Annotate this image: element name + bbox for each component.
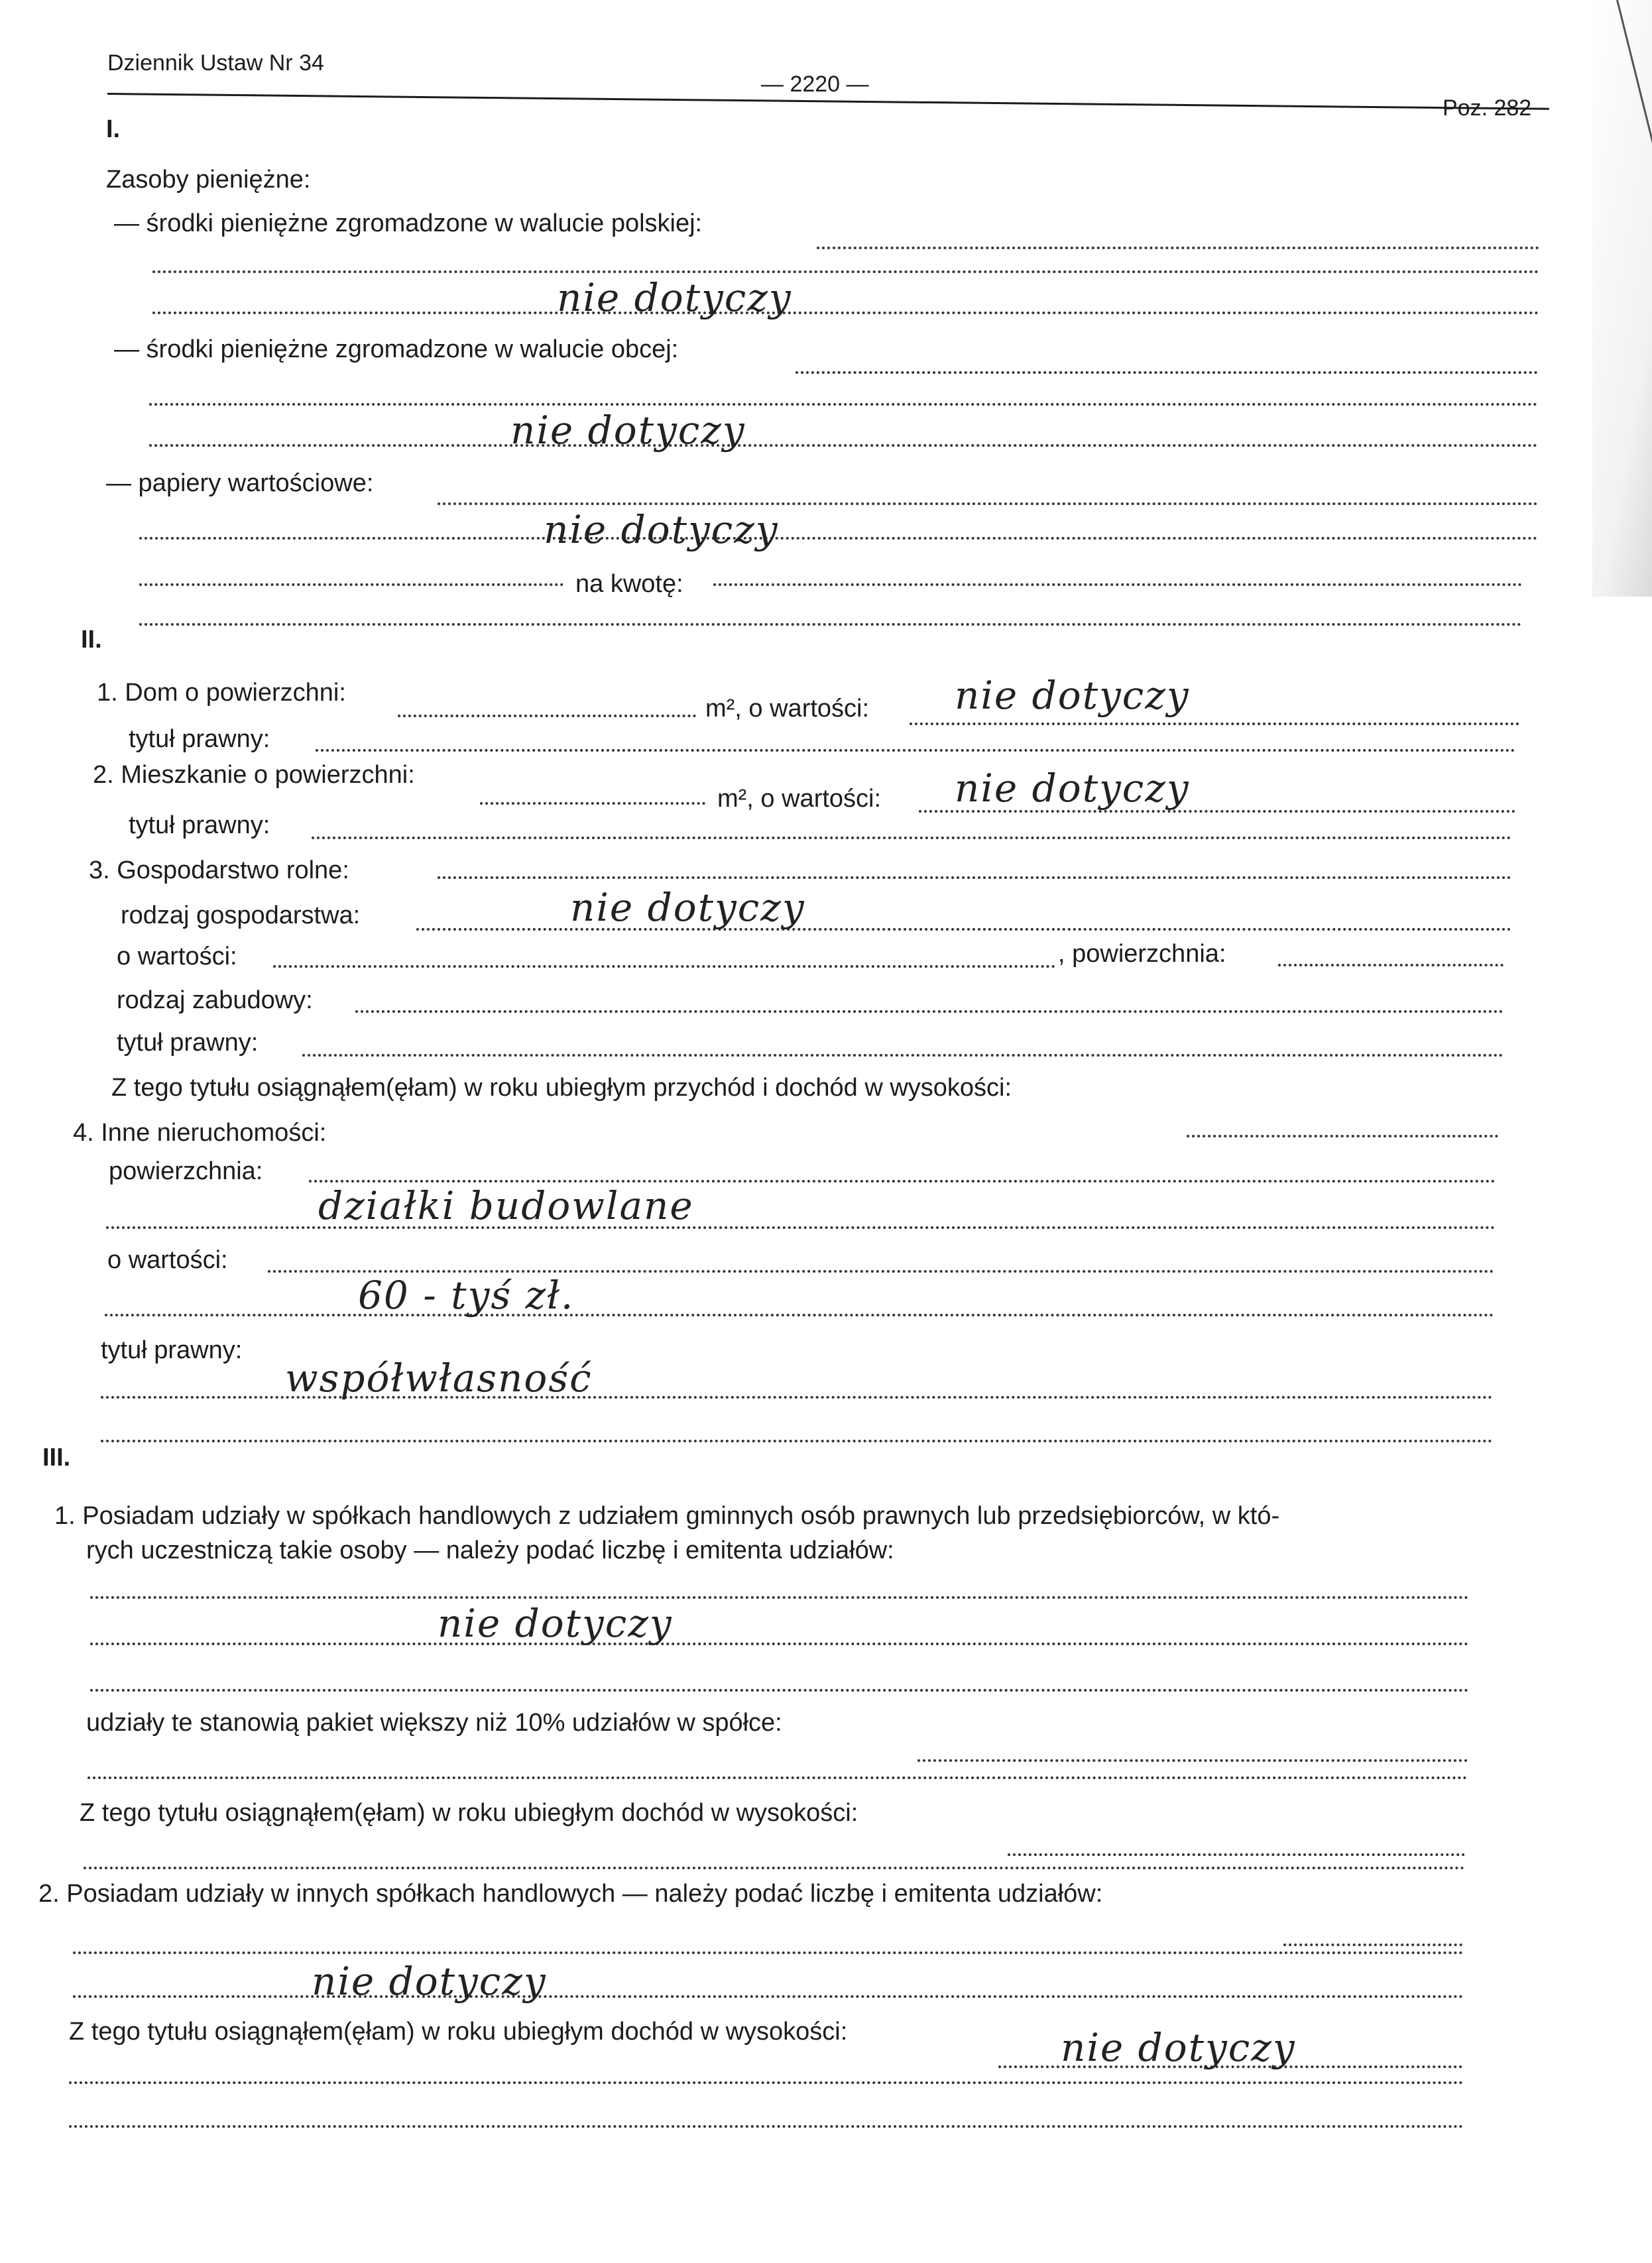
shares2-handwritten-answer: nie dotyczy	[312, 1959, 547, 2004]
shares2-label: 2. Posiadam udziały w innych spółkach handlowych — należy podać liczbę i emitenta udziałów:	[38, 1880, 1103, 1908]
farm-area-label: , powierzchnia:	[1058, 940, 1226, 968]
shares2-line-1	[73, 1951, 1464, 1954]
section-1-numeral: I.	[106, 115, 121, 143]
position-number: Poz. 282	[1443, 95, 1532, 121]
house-area-line	[398, 715, 696, 717]
flat-title-label: tytuł prawny:	[129, 811, 270, 839]
shares1-handwritten-answer: nie dotyczy	[438, 1601, 673, 1646]
shares1-income-line-2	[84, 1867, 1465, 1869]
farm-title-line	[302, 1054, 1504, 1057]
shares1-line-b	[90, 1643, 1469, 1645]
shares1-line2: rych uczestniczą takie osoby — należy podać liczbę i emitenta udziałów:	[86, 1537, 894, 1564]
cash-title: Zasoby pieniężne:	[106, 166, 311, 194]
house-label: 1. Dom o powierzchni:	[97, 679, 346, 707]
page-number: — 2220 —	[761, 72, 869, 97]
securities-line-3	[139, 583, 563, 586]
shares2-line-2	[73, 1995, 1464, 1998]
other-area-handwritten-answer: działki budowlane	[318, 1183, 694, 1228]
farm-buildings-label: rodzaj zabudowy:	[117, 986, 313, 1014]
pln-line-1	[817, 247, 1539, 249]
foreign-handwritten-answer: nie dotyczy	[510, 408, 746, 453]
other-value-line-2	[105, 1314, 1494, 1316]
shares1-line-a	[90, 1596, 1469, 1599]
shares1-package-line-2	[88, 1776, 1468, 1779]
house-value-line	[910, 723, 1519, 725]
amount-label: na kwotę:	[575, 570, 683, 598]
farm-value-line	[273, 965, 1055, 968]
other-value-label: o wartości:	[107, 1246, 228, 1274]
farm-area-line	[1278, 964, 1504, 966]
shares2-income-line-3	[69, 2125, 1464, 2128]
securities-line-2	[139, 537, 1538, 540]
flat-area-line	[480, 802, 705, 805]
flat-handwritten-answer: nie dotyczy	[955, 766, 1190, 811]
section-3-numeral: III.	[42, 1444, 71, 1472]
pln-line-3	[152, 312, 1539, 314]
shares1-income-label: Z tego tytułu osiągnąłem(ęłam) w roku ubiegłym dochód w wysokości:	[80, 1799, 858, 1827]
shares2-income-handwritten-answer: nie dotyczy	[1061, 2025, 1296, 2070]
farm-line	[438, 876, 1511, 879]
section-2-numeral: II.	[81, 626, 102, 654]
amount-line	[713, 583, 1522, 586]
house-m2-label: m², o wartości:	[705, 695, 870, 723]
farm-income-line	[1187, 1135, 1498, 1137]
scan-edge-shadow	[1592, 0, 1652, 597]
securities-label: — papiery wartościowe:	[106, 469, 374, 497]
shares1-package-label: udziały te stanowią pakiet większy niż 10% udziałów w spółce:	[86, 1709, 782, 1737]
shares1-package-line	[917, 1759, 1468, 1762]
pln-line-2	[152, 270, 1539, 273]
other-area-line-1	[309, 1180, 1496, 1183]
house-title-line	[316, 749, 1515, 752]
foreign-line-2	[149, 403, 1538, 406]
flat-m2-label: m², o wartości:	[717, 785, 882, 813]
farm-handwritten-answer: nie dotyczy	[570, 885, 805, 930]
house-title-label: tytuł prawny:	[129, 725, 270, 753]
farm-buildings-line	[355, 1010, 1504, 1013]
securities-line-1	[438, 502, 1538, 505]
farm-type-label: rodzaj gospodarstwa:	[121, 901, 361, 929]
other-title-label: tytuł prawny:	[101, 1336, 243, 1364]
pln-handwritten-answer: nie dotyczy	[557, 275, 792, 320]
shares2-income-label: Z tego tytułu osiągnąłem(ęłam) w roku ubiegłym dochód w wysokości:	[69, 2018, 848, 2046]
shares1-line-c	[90, 1689, 1469, 1692]
other-area-line-2	[106, 1226, 1496, 1229]
shares2-income-line-2	[69, 2081, 1464, 2084]
farm-income-label: Z tego tytułu osiągnąłem(ęłam) w roku ubiegłym przychód i dochód w wysokości:	[111, 1074, 1012, 1102]
farm-value-label: o wartości:	[117, 943, 237, 970]
other-value-handwritten-answer: 60 - tyś zł.	[358, 1273, 575, 1318]
other-title-handwritten-answer: współwłasność	[285, 1356, 593, 1401]
shares1-line1: 1. Posiadam udziały w spółkach handlowych z udziałem gminnych osób prawnych lub przedsiębiorców, w któ-	[54, 1502, 1280, 1530]
farm-title-label: tytuł prawny:	[117, 1029, 259, 1057]
journal-title: Dziennik Ustaw Nr 34	[107, 50, 324, 76]
securities-handwritten-answer: nie dotyczy	[544, 507, 779, 552]
foreign-line-1	[796, 371, 1538, 374]
flat-label: 2. Mieszkanie o powierzchni:	[93, 761, 415, 789]
foreign-label: — środki pieniężne zgromadzone w walucie obcej:	[114, 335, 679, 363]
shares2-line-0	[1283, 1944, 1462, 1946]
shares1-income-line	[1008, 1853, 1465, 1856]
flat-title-line	[312, 837, 1511, 839]
house-handwritten-answer: nie dotyczy	[955, 673, 1190, 718]
amount-line-2	[139, 623, 1522, 626]
farm-label: 3. Gospodarstwo rolne:	[89, 856, 349, 884]
pln-label: — środki pieniężne zgromadzone w walucie polskiej:	[114, 209, 703, 237]
other-property-label: 4. Inne nieruchomości:	[73, 1119, 327, 1147]
other-title-line-2	[101, 1440, 1493, 1442]
foreign-line-3	[149, 444, 1538, 447]
other-area-label: powierzchnia:	[109, 1157, 263, 1185]
